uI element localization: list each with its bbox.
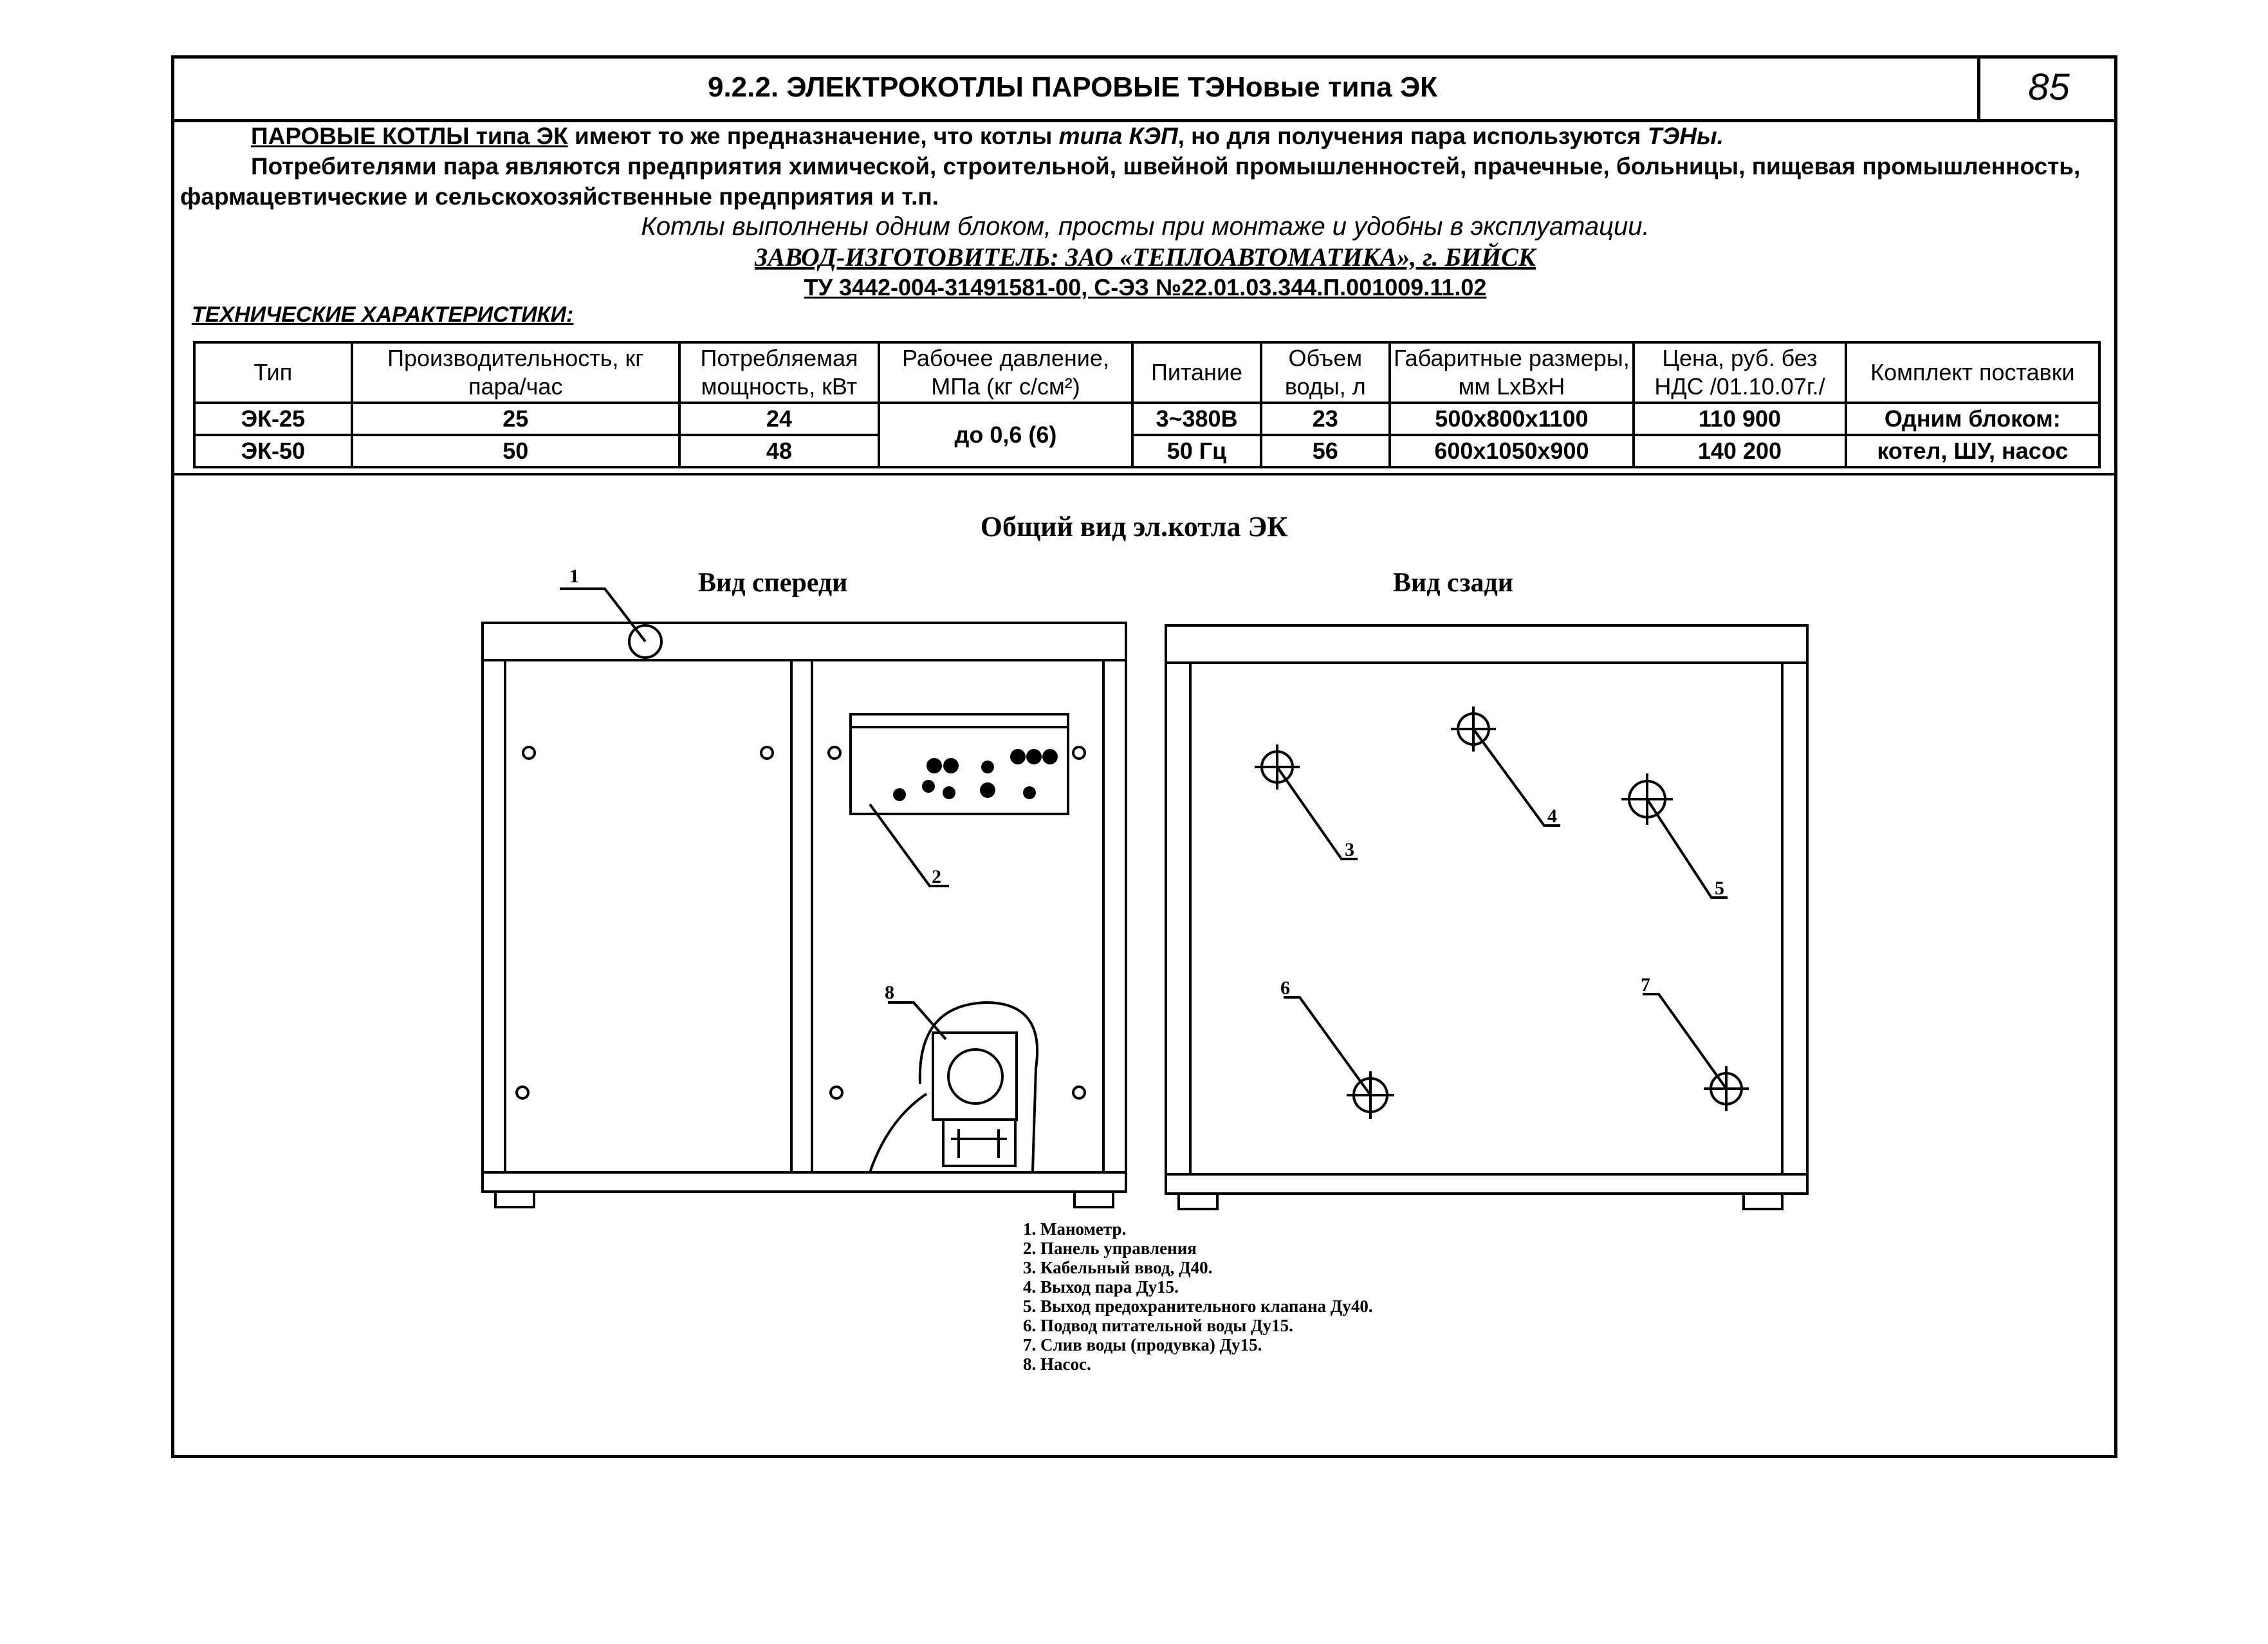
front-view: [483, 589, 1126, 1207]
cell-volume: 23: [1261, 403, 1390, 435]
legend-item: 4. Выход пара Ду15.: [1023, 1277, 1179, 1297]
intro-mid2: , но для получения пара используются: [1177, 123, 1648, 149]
intro-consumers-1: Потребителями пара являются предприятия химической, строительной, швейной промышленностей, прачечные, больницы, пищевая промышленность,: [251, 153, 2081, 180]
legend-item: 8. Насос.: [1023, 1354, 1091, 1374]
col-volume: Объем воды, л: [1261, 342, 1390, 403]
col-dims: Габаритные размеры, мм LxBxH: [1390, 342, 1634, 403]
pump: [870, 1002, 1037, 1172]
cell-power: 48: [679, 435, 879, 467]
legend-item: 6. Подвод питательной воды Ду15.: [1023, 1316, 1293, 1335]
callout-8: 8: [885, 982, 894, 1003]
col-kit: Комплект поставки: [1846, 342, 2099, 403]
control-panel: [851, 714, 1068, 814]
callout-6: 6: [1280, 977, 1290, 999]
callout-5: 5: [1715, 878, 1724, 899]
back-view-label: Вид сзади: [1393, 568, 1513, 598]
cell-dims: 500x800x1100: [1390, 403, 1634, 435]
intro-kep: типа КЭП: [1058, 123, 1178, 149]
col-power: Потребляемая мощность, кВт: [679, 342, 879, 403]
legend-item: 3. Кабельный ввод, Д40.: [1023, 1258, 1213, 1277]
intro-mid: имеют то же предназначение, что котлы: [567, 123, 1059, 149]
intro-teny: ТЭНы.: [1647, 123, 1724, 149]
col-price: Цена, руб. без НДС /01.10.07г./: [1634, 342, 1846, 403]
cell-volume: 56: [1261, 435, 1390, 467]
cell-pressure: до 0,6 (6): [879, 403, 1132, 467]
cell-supply-1: 3~380В: [1132, 403, 1261, 435]
cell-kit-2: котел, ШУ, насос: [1846, 435, 2099, 467]
cell-capacity: 25: [352, 403, 680, 435]
legend-item: 2. Панель управления: [1023, 1239, 1197, 1258]
drawing-title: Общий вид эл.котла ЭК: [980, 511, 1288, 542]
legend-item: 1. Манометр.: [1023, 1219, 1127, 1239]
callout-1: 1: [569, 566, 579, 587]
slogan: Котлы выполнены одним блоком, просты при монтаже и удобны в эксплуатации.: [641, 212, 1650, 241]
intro-consumers-2: фармацевтические и сельскохозяйственные предприятия и т.п.: [180, 183, 939, 210]
cell-price: 110 900: [1634, 403, 1846, 435]
callout-2: 2: [932, 866, 941, 887]
callout-4: 4: [1547, 806, 1557, 827]
cell-type: ЭК-50: [194, 435, 352, 467]
section-title: 9.2.2. ЭЛЕКТРОКОТЛЫ ПАРОВЫЕ ТЭНовые типа ЭК: [707, 71, 1437, 103]
front-view-label: Вид спереди: [698, 568, 848, 598]
legend: [1023, 1219, 1373, 1374]
callout-7: 7: [1641, 974, 1650, 995]
legend-item: 7. Слив воды (продувка) Ду15.: [1023, 1335, 1262, 1354]
tech-spec-code: ТУ 3442-004-31491581-00, С-ЭЗ №22.01.03.344.П.001009.11.02: [804, 274, 1487, 300]
cell-supply-2: 50 Гц: [1132, 435, 1261, 467]
col-type: Тип: [194, 342, 352, 403]
tech-heading: ТЕХНИЧЕСКИЕ ХАРАКТЕРИСТИКИ:: [192, 302, 574, 327]
cell-capacity: 50: [352, 435, 680, 467]
back-view: [1166, 625, 1807, 1209]
cell-price: 140 200: [1634, 435, 1846, 467]
intro-lead: ПАРОВЫЕ КОТЛЫ типа ЭК: [251, 123, 568, 149]
cell-type: ЭК-25: [194, 403, 352, 435]
page-number: 85: [1977, 55, 2117, 119]
col-pressure: Рабочее давление, МПа (кг с/см²): [879, 342, 1132, 403]
manufacturer: ЗАВОД-ИЗГОТОВИТЕЛЬ: ЗАО «ТЕПЛОАВТОМАТИКА», г. БИЙСК: [755, 243, 1536, 272]
cell-kit-1: Одним блоком:: [1846, 403, 2099, 435]
callout-3: 3: [1345, 839, 1354, 860]
cell-dims: 600x1050x900: [1390, 435, 1634, 467]
col-capacity: Производительность, кг пара/час: [352, 342, 680, 403]
cell-power: 24: [679, 403, 879, 435]
col-supply: Питание: [1132, 342, 1261, 403]
legend-item: 5. Выход предохранительного клапана Ду40.: [1023, 1297, 1373, 1316]
